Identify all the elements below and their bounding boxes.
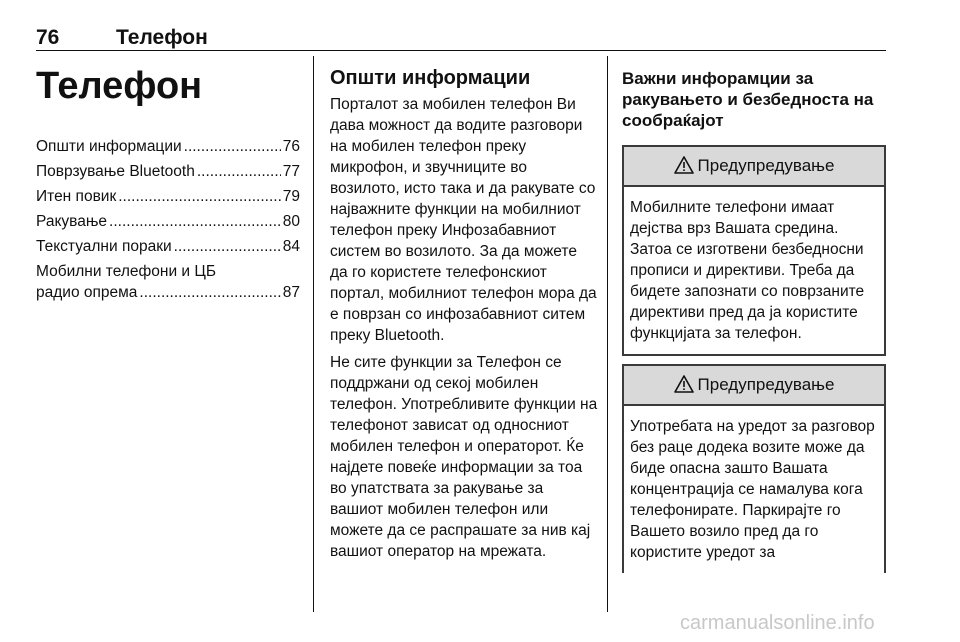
warning-box <box>622 364 886 573</box>
toc-page: 87 <box>282 284 300 301</box>
toc-label: Итен повик <box>36 188 117 205</box>
safety-title: Важни инфорамции за ракувањето и безбедноста на сообраќајот <box>622 69 874 130</box>
column-general-info <box>330 56 598 568</box>
table-of-contents <box>36 136 300 303</box>
toc-item[interactable] <box>36 161 300 182</box>
paragraph: Порталот за мобилен телефон Ви дава можност да водите разговори на мобилен телефон преку микрофон, и звучниците во возилото, исто така и да ракувате со најважните функции на мобилниот телефон преку Инфозабавниот систем во возилото. За да можете да го користете телефонскиот портал, мобилниот телефон мора да е поврзан со инфозабавниот ситем преку Bluetooth. <box>330 96 597 344</box>
toc-label: Ракување <box>36 213 108 230</box>
section-title: Општи информации <box>330 67 531 89</box>
paragraph: Не сите функции за Телефон се поддржани од секој мобилен телефон. Употребливите функции на телефонот зависат од односниот мобилен телефон и операторот. Ќе најдете повеќе информации за тоа во упатствата за ракување за вашиот мобилен телефон или можете да се распрашате за нив кај вашиот оператор на мрежата. <box>330 354 598 560</box>
warning-box <box>622 145 886 356</box>
toc-leader <box>139 282 280 303</box>
warning-triangle-icon <box>674 156 694 174</box>
toc-page: 84 <box>282 238 300 255</box>
chapter-title: Телефон <box>36 65 203 107</box>
toc-item[interactable] <box>36 236 300 257</box>
watermark: carmanualsonline.info <box>680 612 875 634</box>
warning-heading <box>624 147 884 187</box>
warning-heading <box>624 366 884 406</box>
column-divider-2 <box>607 56 608 612</box>
toc-leader <box>174 236 281 257</box>
warning-text: Мобилните телефони имаат дејства врз Вашата средина. Затоа се изготвени безбедносни прописи и директиви. Треба да бидете запознати со поврзаните директиви пред да ја користите функцијата за телефон. <box>630 199 865 342</box>
toc-item[interactable] <box>36 211 300 232</box>
page-header <box>36 26 886 52</box>
toc-label: Поврзување Bluetooth <box>36 163 195 180</box>
toc-leader <box>184 136 281 157</box>
column-toc <box>36 56 300 307</box>
running-title: Телефон <box>116 26 208 49</box>
warning-text: Употребата на уредот за разговор без раце додека возите може да биде опасна зашто Вашата концентрација се намалува кога телефонирате. Паркирајте го Вашето возило пред да го користите уредот за <box>630 418 875 561</box>
toc-label-line-1: Мобилни телефони и ЦБ <box>36 263 217 280</box>
toc-item[interactable] <box>36 136 300 157</box>
toc-label: Општи информации <box>36 138 182 155</box>
warning-triangle-icon <box>674 375 694 393</box>
page-number: 76 <box>36 26 60 49</box>
column-safety <box>622 56 886 581</box>
toc-page: 76 <box>282 138 300 155</box>
warning-heading-text: Предупредување <box>697 375 835 394</box>
toc-page: 77 <box>282 163 300 180</box>
toc-leader <box>118 186 281 207</box>
toc-page: 79 <box>282 188 300 205</box>
toc-leader <box>197 161 281 182</box>
header-rule <box>36 50 886 51</box>
toc-item[interactable] <box>36 186 300 207</box>
toc-leader <box>109 211 281 232</box>
toc-page: 80 <box>282 213 300 230</box>
toc-item[interactable] <box>36 261 300 303</box>
toc-label-line-2: радио опрема <box>36 284 138 301</box>
toc-label: Текстуални пораки <box>36 238 172 255</box>
column-divider-1 <box>313 56 314 612</box>
warning-heading-text: Предупредување <box>697 156 835 175</box>
